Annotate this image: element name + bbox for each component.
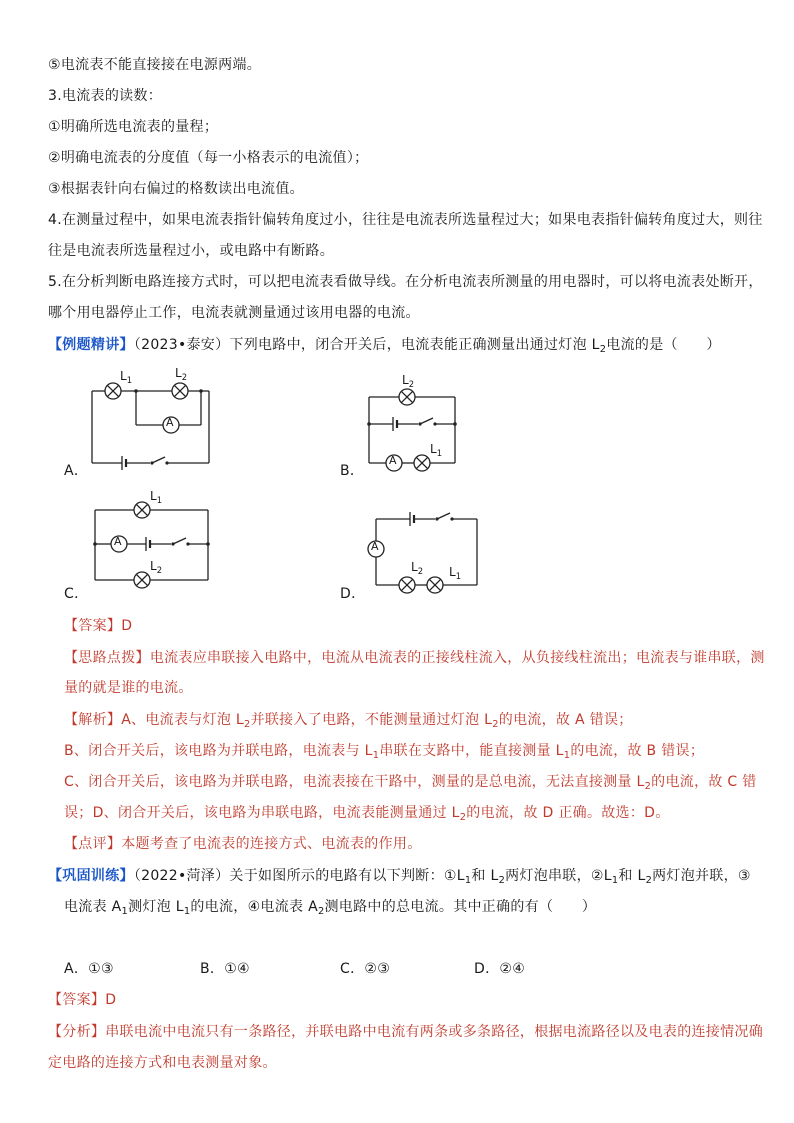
comment: 【点评】本题考查了电流表的连接方式、电流表的作用。 [64, 836, 422, 852]
text-line: 哪个用电器停止工作，电流表就测量通过该用电器的电流。 [48, 305, 420, 321]
answer: 【答案】D [64, 618, 133, 634]
text-line: ②明确电流表的分度值（每一小格表示的电流值）； [48, 150, 369, 166]
choice-d: D．②④ [474, 961, 526, 977]
lamp-label-l2: $L_2$ [150, 559, 163, 575]
ammeter-label: A [166, 416, 174, 429]
lamp-label-l1: $L_1$ [449, 565, 462, 581]
hint-line-1: 【思路点拨】电流表应串联接入电路中，电流从电流表的正接线柱流入，从负接线柱流出；电流表与谁串联，测 [64, 650, 765, 666]
lamp-label-l2: $L_2$ [175, 366, 188, 382]
analysis-line-2: B、闭合开关后，该电路为并联电路，电流表与 $L_1$串联在支路中，能直接测量 $L_1$的电流，故 B 错误； [64, 743, 705, 761]
choice-a: A．①③ [64, 961, 114, 977]
example-source: （2023•泰安）下列电路中，闭合开关后，电流表能正确测量出通过灯泡 L [133, 337, 600, 353]
hint-line-2: 量的就是谁的电流。 [64, 680, 193, 696]
example-question: 【例题精讲】（2023•泰安）下列电路中，闭合开关后，电流表能正确测量出通过灯泡 $L_2$电流的是（ ） [48, 337, 721, 355]
lamp-label-l2: $L_2$ [402, 373, 415, 389]
section-heading: 3.电流表的读数： [48, 88, 163, 104]
analysis-line-4: 误；D、闭合开关后，该电路为串联电路，电流表能测量通过 $L_2$的电流，故 D 正确。故选：D。 [64, 805, 670, 823]
text-line: 5.在分析判断电路连接方式时，可以把电流表看做导线。在分析电流表所测量的用电器时，可以将电流表处断开， [48, 274, 763, 290]
lamp-label-l2: $L_2$ [411, 560, 424, 576]
lamp-label-l1: $L_1$ [120, 369, 133, 385]
ammeter-label: A [389, 454, 397, 467]
option-b-label: B． [340, 463, 365, 479]
practice-question-line-1: 【巩固训练】（2022•菏泽）关于如图所示的电路有以下判断：$①L_1$和 $L_2$两灯泡串联，$②L_1$和 $L_2$两灯泡并联，③ [48, 868, 751, 886]
text-line: ①明确所选电流表的量程； [48, 119, 219, 135]
option-a-label: A． [64, 463, 89, 479]
practice-question-line-2: 电流表 $A_1$测灯泡 $L_1$的电流，④电流表 $A_2$测电路中的总电流。其中正确的有（ ） [64, 899, 597, 917]
analysis2-line-2: 定电路的连接方式和电表测量对象。 [48, 1055, 277, 1071]
text-line: ③根据表针向右偏过的格数读出电流值。 [48, 181, 304, 197]
circuit-labels [0, 355, 794, 615]
answer-2: 【答案】D [48, 992, 117, 1008]
example-tag: 【例题精讲】 [48, 337, 134, 353]
choice-c: C．②③ [340, 961, 391, 977]
choice-b: B．①④ [200, 961, 250, 977]
text-line: 往是电流表所选量程过小，或电路中有断路。 [48, 243, 334, 259]
lamp-label-l1: $L_1$ [150, 489, 163, 505]
ammeter-label: A [371, 540, 379, 553]
text-line: 4.在测量过程中，如果电流表指针偏转角度过小，往往是电流表所选量程过大；如果电表指针偏转角度过大，则往 [48, 212, 763, 228]
ammeter-label: A [114, 535, 122, 548]
analysis-line-1: 【解析】A、电流表与灯泡 $L_2$并联接入了电路，不能测量通过灯泡 $L_2$的电流，故 A 错误； [64, 712, 633, 730]
option-c-label: C． [64, 586, 89, 602]
lamp-label-l1: $L_1$ [430, 442, 443, 458]
example-tail: 电流的是（ ） [606, 337, 721, 353]
text-line: ⑤电流表不能直接接在电源两端。 [48, 57, 262, 73]
option-d-label: D． [340, 586, 366, 602]
analysis-line-3: C、闭合开关后，该电路为并联电路，电流表接在干路中，测量的是总电流，无法直接测量 $L_2$的电流，故 C 错 [64, 774, 757, 792]
analysis2-line-1: 【分析】串联电流中电流只有一条路径，并联电路中电流有两条或多条路径，根据电流路径以及电表的连接情况确 [48, 1024, 763, 1040]
